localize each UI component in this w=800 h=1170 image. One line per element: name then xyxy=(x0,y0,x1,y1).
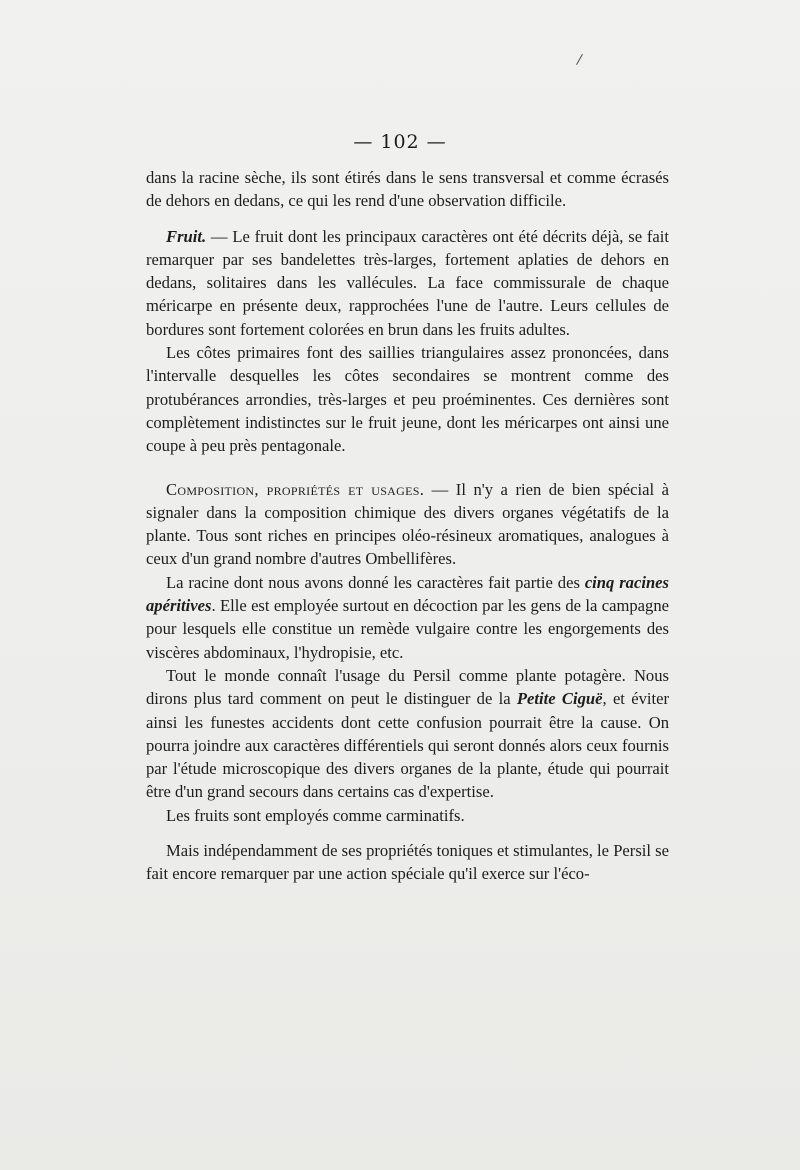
paragraph-fruit-text: Le fruit dont les principaux caractères ont été décrits déjà, se fait remarquer par ses bandelettes très-larges, fortement aplaties de dehors en dedans, solitaires dans les vallécules. La face commissurale de chaque méricarpe en présente deux, rapprochées l'une de l'autre. Leurs cellules de bordures sont fortement colorées en brun dans les fruits adultes. xyxy=(146,226,670,339)
body-text xyxy=(146,166,669,886)
paragraph-persil-usage xyxy=(146,664,669,804)
paragraph-composition xyxy=(146,478,669,571)
paragraph-ribs: Les côtes primaires font des saillies triangulaires assez prononcées, dans l'intervalle desquelles les côtes secondaires se montrent comme des protubérances arrondies, très-larges et peu proéminentes. Ces dernières sont complètement indistinctes sur le fruit jeune, dont les méricarpes ont ainsi une coupe à peu près pentagonale. xyxy=(146,343,669,456)
paragraph-root-uses xyxy=(146,571,669,664)
paragraph-composition-text: — Il n'y a rien de bien spécial à signaler dans la composition chimique des divers organes végétatifs de la plante. Tous sont riches en principes oléo-résineux aromatiques, analogues à ceux d'un grand nombre d'autres Ombellifères. xyxy=(146,479,669,569)
page-number: — 102 — xyxy=(353,131,447,153)
emphasis-petite-cigue: Petite Ciguë xyxy=(516,689,603,709)
section-label-composition: Composition, propriétés et usages. xyxy=(166,479,425,499)
paragraph-persil-usage-start: Tout le monde connaît l'usage du Persil comme plante potagère. Nous dirons plus tard comment on peut le distinguer de la xyxy=(146,665,669,709)
section-dash: — xyxy=(206,226,233,246)
paragraph-root-uses-end: . Elle est employée surtout en décoction par les gens de la campagne pour lesquels elle constitue un remède vulgaire contre les engorgements des viscères abdominaux, l'hydropisie, etc. xyxy=(146,596,669,662)
paragraph-persil-usage-end: , et éviter ainsi les funestes accidents dont cette confusion pourrait être la cause. On pourra joindre aux caractères différentiels qui seront donnés alors ceux fournis par l'étude microscopique des divers organes de la plante, étude qui pourrait être d'un grand secours dans certains cas d'expertise. xyxy=(146,689,669,802)
paragraph-root-uses-start: La racine dont nous avons donné les caractères fait partie des xyxy=(166,572,585,592)
paragraph-action-speciale: Mais indépendamment de ses propriétés toniques et stimulantes, le Persil se fait encore remarquer par une action spéciale qu'il exerce sur l'éco- xyxy=(146,841,669,884)
section-label-fruit: Fruit. xyxy=(166,226,207,246)
paragraph-root-structure: dans la racine sèche, ils sont étirés dans le sens transversal et comme écrasés de dehors en dedans, ce qui les rend d'une observation difficile. xyxy=(146,168,669,211)
emphasis-cinq-racines: cinq racines apéritives xyxy=(146,572,669,616)
paragraph-carminatifs: Les fruits sont employés comme carminatifs. xyxy=(166,805,465,825)
stray-ink-mark: / xyxy=(575,51,584,69)
paragraph-fruit xyxy=(146,225,669,341)
